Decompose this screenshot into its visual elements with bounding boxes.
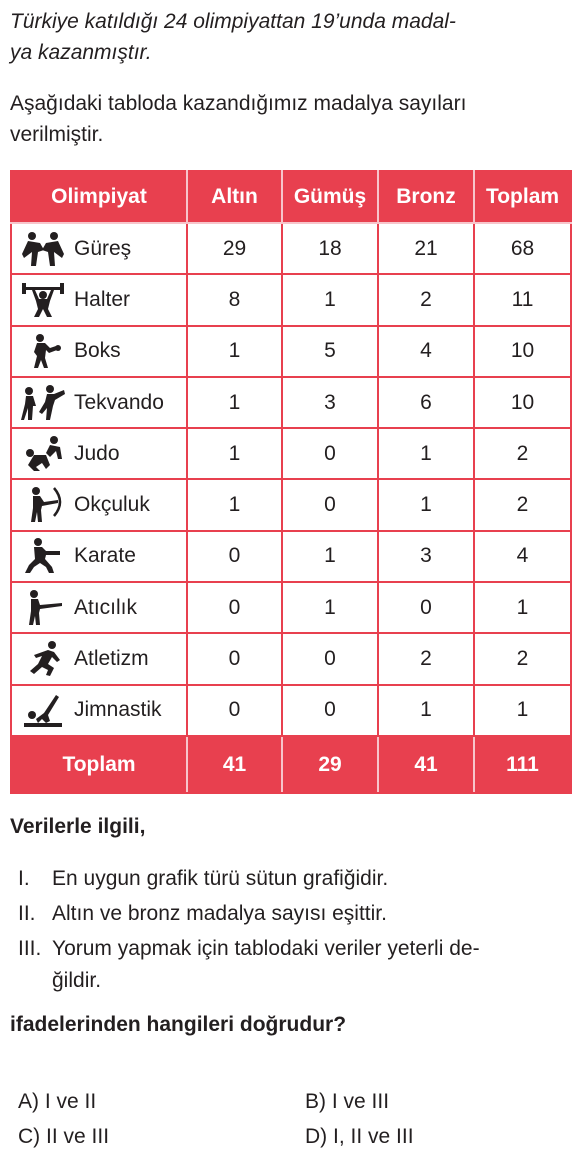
intro-paragraph-2 [10, 88, 578, 150]
sport-name: Judo [74, 441, 120, 465]
total-count: 2 [474, 428, 571, 479]
option-text: I ve III [331, 1090, 390, 1113]
statement-number: II. [18, 902, 36, 925]
shooting-icon [12, 588, 74, 628]
statement-number: I. [18, 867, 30, 890]
option-d[interactable] [305, 1125, 414, 1149]
sport-name: Jimnastik [74, 698, 162, 722]
header-silver: Gümüş [282, 171, 378, 223]
silver-count: 1 [282, 582, 378, 633]
total-count: 10 [474, 326, 571, 377]
sport-cell [11, 223, 187, 274]
sport-cell [11, 685, 187, 736]
karate-icon [12, 536, 74, 576]
header-bronze: Bronz [378, 171, 474, 223]
option-label: D) [305, 1125, 328, 1148]
option-text: I, II ve III [333, 1125, 414, 1148]
bronze-count: 3 [378, 531, 474, 582]
bronze-count: 2 [378, 274, 474, 325]
table-row [11, 428, 571, 479]
option-text: II ve III [46, 1125, 110, 1148]
header-total: Toplam [474, 171, 571, 223]
sport-name: Atletizm [74, 647, 149, 671]
weightlifting-icon [12, 280, 74, 320]
silver-count: 18 [282, 223, 378, 274]
table-footer-row [11, 736, 571, 793]
sport-name: Tekvando [74, 390, 164, 414]
silver-count: 0 [282, 685, 378, 736]
bronze-count: 4 [378, 326, 474, 377]
intro-line: verilmiştir. [10, 123, 104, 146]
gold-count: 0 [187, 633, 282, 684]
option-a[interactable] [18, 1090, 96, 1114]
intro-line: ya kazanmıştır. [10, 41, 152, 64]
gold-count: 1 [187, 479, 282, 530]
gymnastics-icon [12, 690, 74, 730]
option-b[interactable] [305, 1090, 389, 1114]
option-label: A) [18, 1090, 39, 1113]
table-row [11, 685, 571, 736]
sport-cell [11, 274, 187, 325]
bronze-count: 6 [378, 377, 474, 428]
sport-cell [11, 479, 187, 530]
table-row [11, 582, 571, 633]
statement-3 [18, 933, 578, 997]
option-label: B) [305, 1090, 326, 1113]
question-lead: Verilerle ilgili, [10, 815, 146, 838]
bronze-count: 1 [378, 685, 474, 736]
table-header-row [11, 171, 571, 223]
sport-cell [11, 633, 187, 684]
statement-text: Yorum yapmak için tablodaki veriler yeterli de- [52, 937, 480, 960]
intro-line: Aşağıdaki tabloda kazandığımız madalya sayıları [10, 92, 467, 115]
footer-gold: 41 [187, 736, 282, 793]
silver-count: 3 [282, 377, 378, 428]
gold-count: 8 [187, 274, 282, 325]
total-count: 68 [474, 223, 571, 274]
medal-table [10, 170, 572, 794]
question-prompt: ifadelerinden hangileri doğrudur? [10, 1013, 347, 1036]
bronze-count: 21 [378, 223, 474, 274]
gold-count: 0 [187, 582, 282, 633]
silver-count: 0 [282, 633, 378, 684]
total-count: 10 [474, 377, 571, 428]
statement-1 [18, 863, 388, 895]
athletics-icon [12, 639, 74, 679]
table-row [11, 633, 571, 684]
table-row [11, 223, 571, 274]
silver-count: 1 [282, 531, 378, 582]
archery-icon [12, 485, 74, 525]
table-row [11, 479, 571, 530]
sport-name: Okçuluk [74, 493, 150, 517]
footer-bronze: 41 [378, 736, 474, 793]
wrestling-icon [12, 229, 74, 269]
intro-paragraph-1 [10, 6, 578, 68]
sport-name: Halter [74, 287, 131, 311]
gold-count: 1 [187, 326, 282, 377]
total-count: 2 [474, 479, 571, 530]
table-row [11, 274, 571, 325]
taekwondo-icon [12, 383, 74, 423]
statement-text: En uygun grafik türü sütun grafiğidir. [52, 867, 389, 890]
total-count: 1 [474, 582, 571, 633]
bronze-count: 0 [378, 582, 474, 633]
total-count: 4 [474, 531, 571, 582]
sport-cell [11, 531, 187, 582]
bronze-count: 2 [378, 633, 474, 684]
footer-label: Toplam [11, 736, 187, 793]
footer-silver: 29 [282, 736, 378, 793]
sport-cell [11, 326, 187, 377]
total-count: 2 [474, 633, 571, 684]
table-row [11, 326, 571, 377]
sport-name: Güreş [74, 236, 132, 260]
bronze-count: 1 [378, 479, 474, 530]
sport-cell [11, 428, 187, 479]
sport-name: Atıcılık [74, 595, 138, 619]
silver-count: 0 [282, 428, 378, 479]
table-row [11, 377, 571, 428]
option-text: I ve II [44, 1090, 97, 1113]
option-label: C) [18, 1125, 41, 1148]
sport-name: Boks [74, 339, 121, 363]
gold-count: 1 [187, 377, 282, 428]
statement-continuation: ğildir. [52, 969, 102, 992]
footer-total: 111 [474, 736, 571, 793]
header-gold: Altın [187, 171, 282, 223]
silver-count: 0 [282, 479, 378, 530]
bronze-count: 1 [378, 428, 474, 479]
sport-name: Karate [74, 544, 136, 568]
boxing-icon [12, 331, 74, 371]
header-olympics: Olimpiyat [11, 171, 187, 223]
gold-count: 0 [187, 531, 282, 582]
gold-count: 0 [187, 685, 282, 736]
statement-text: Altın ve bronz madalya sayısı eşittir. [52, 902, 387, 925]
silver-count: 5 [282, 326, 378, 377]
statement-2 [18, 898, 387, 930]
sport-cell [11, 582, 187, 633]
sport-cell [11, 377, 187, 428]
intro-line: Türkiye katıldığı 24 olimpiyattan 19’unda madal- [10, 10, 456, 33]
gold-count: 29 [187, 223, 282, 274]
total-count: 1 [474, 685, 571, 736]
judo-icon [12, 434, 74, 474]
option-c[interactable] [18, 1125, 109, 1149]
statement-number: III. [18, 937, 42, 960]
table-row [11, 531, 571, 582]
gold-count: 1 [187, 428, 282, 479]
total-count: 11 [474, 274, 571, 325]
silver-count: 1 [282, 274, 378, 325]
